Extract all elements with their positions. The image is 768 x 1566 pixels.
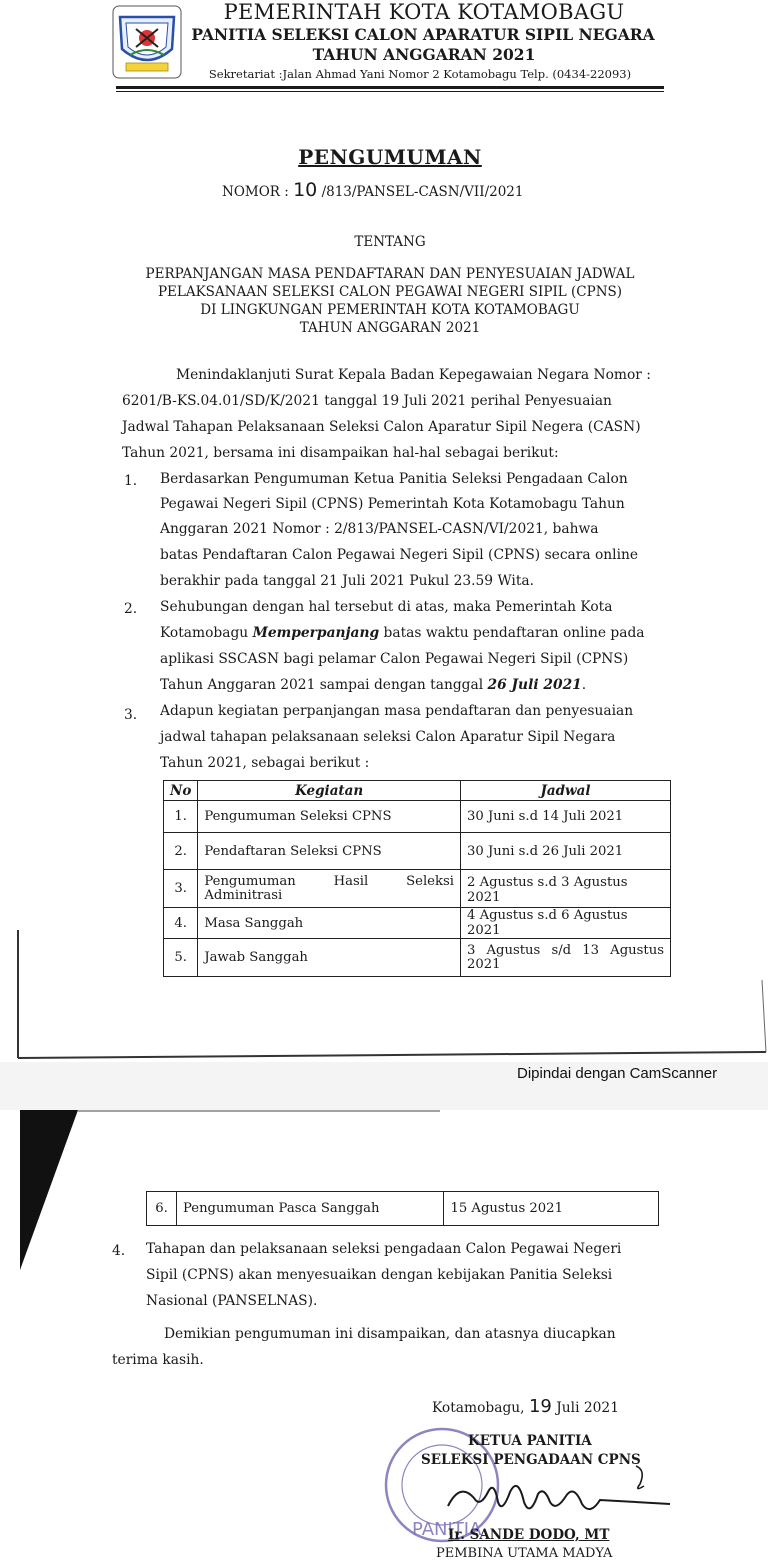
signatory-rank: PEMBINA UTAMA MADYA <box>436 1546 613 1561</box>
item-2-number: 2. <box>124 601 138 617</box>
row-no: 5. <box>164 939 198 977</box>
row-kegiatan-line: Adminitrasi <box>204 887 283 903</box>
row-kegiatan: Masa Sanggah <box>198 908 461 939</box>
item-2-text: Tahun Anggaran 2021 sampai dengan tanggal <box>160 677 488 693</box>
row-kegiatan: Pengumuman Pasca Sanggah <box>176 1192 443 1226</box>
stamp-word: PANITIA <box>412 1519 482 1540</box>
row-jadwal: 30 Juni s.d 14 Juli 2021 <box>460 801 670 833</box>
word: 3 <box>466 942 476 958</box>
item-4-line: Nasional (PANSELNAS). <box>146 1293 318 1309</box>
header-jadwal: Jadwal <box>460 781 670 801</box>
nomor-handwritten: 10 <box>293 179 318 201</box>
word: Seleksi <box>406 873 454 889</box>
row-kegiatan: Jawab Sanggah <box>198 939 461 977</box>
place-date-text: Juli 2021 <box>551 1400 619 1416</box>
item-2-text: Kotamobagu <box>160 625 253 641</box>
row-no: 6. <box>147 1192 177 1226</box>
item-1-line: Berdasarkan Pengumuman Ketua Panitia Seleksi Pengadaan Calon <box>160 471 628 487</box>
item-1-line: Anggaran 2021 Nomor : 2/813/PANSEL-CASN/VI/2021, bahwa <box>160 521 599 537</box>
word: Agustus <box>610 942 664 958</box>
letterhead-line-3: TAHUN ANGGARAN 2021 <box>312 45 536 64</box>
row-jadwal: 4 Agustus s.d 6 Agustus 2021 <box>460 908 670 939</box>
item-2-date-emphasis: 26 Juli 2021 <box>487 677 582 693</box>
item-3-line: Adapun kegiatan perpanjangan masa pendaftaran dan penyesuaian <box>160 703 634 719</box>
word: 13 <box>582 942 600 958</box>
place-date <box>432 1396 619 1417</box>
closing-line: Demikian pengumuman ini disampaikan, dan atasnya diucapkan <box>164 1326 616 1342</box>
word: Pengumuman <box>204 873 296 889</box>
row-jadwal-line: 2021 <box>466 956 501 972</box>
letterhead-line-1: PEMERINTAH KOTA KOTAMOBAGU <box>223 0 625 24</box>
row-kegiatan: Pengumuman Seleksi CPNS <box>198 801 461 833</box>
place-date-handwritten: 19 <box>528 1396 552 1417</box>
item-3-line: jadwal tahapan pelaksanaan seleksi Calon Aparatur Sipil Negara <box>160 729 616 745</box>
letterhead-address: Sekretariat :Jalan Ahmad Yani Nomor 2 Kotamobagu Telp. (0434-22093) <box>208 67 632 81</box>
header-kegiatan: Kegiatan <box>198 781 461 801</box>
row-no: 3. <box>164 870 198 908</box>
item-1-line: batas Pendaftaran Calon Pegawai Negeri Sipil (CPNS) secara online <box>160 547 639 563</box>
camscanner-label: Dipindai dengan CamScanner <box>517 1065 718 1082</box>
schedule-table-continued <box>146 1191 659 1226</box>
nomor-rest: /813/PANSEL-CASN/VII/2021 <box>321 184 524 200</box>
intro-line: Menindaklanjuti Surat Kepala Badan Kepegawaian Negara Nomor : <box>176 367 651 383</box>
item-2-line: aplikasi SSCASN bagi pelamar Calon Pegawai Negeri Sipil (CPNS) <box>160 651 629 667</box>
item-4-number: 4. <box>112 1243 126 1259</box>
tentang-heading: TENTANG <box>354 234 426 250</box>
closing-line: terima kasih. <box>112 1352 204 1368</box>
table-row <box>147 1192 659 1226</box>
row-jadwal: 15 Agustus 2021 <box>444 1192 659 1226</box>
letterhead-line-2: PANITIA SELEKSI CALON APARATUR SIPIL NEGARA <box>191 25 655 44</box>
subject-line: TAHUN ANGGARAN 2021 <box>299 320 481 336</box>
row-no: 4. <box>164 908 198 939</box>
signatory-role-1: KETUA PANITIA <box>468 1433 592 1449</box>
subject-line: DI LINGKUNGAN PEMERINTAH KOTA KOTAMOBAGU <box>200 302 580 318</box>
word: Agustus <box>486 942 541 958</box>
subject-line: PELAKSANAAN SELEKSI CALON PEGAWAI NEGERI SIPIL (CPNS) <box>157 284 623 300</box>
item-2-text: . <box>581 677 587 693</box>
item-4-line: Sipil (CPNS) akan menyesuaikan dengan kebijakan Panitia Seleksi <box>146 1267 613 1283</box>
signatory-name: Ir. SANDE DODO, MT <box>448 1527 610 1543</box>
item-2-emphasis: Memperpanjang <box>252 625 380 641</box>
item-3-line: Tahun 2021, sebagai berikut : <box>160 755 370 771</box>
row-kegiatan: Pendaftaran Seleksi CPNS <box>198 833 461 870</box>
item-3-number: 3. <box>124 707 138 723</box>
row-no: 1. <box>164 801 198 833</box>
item-4-line: Tahapan dan pelaksanaan seleksi pengadaan Calon Pegawai Negeri <box>146 1241 622 1257</box>
document-page-2 <box>0 1110 768 1566</box>
nomor-prefix: NOMOR : <box>222 184 289 200</box>
word: s/d <box>551 942 572 958</box>
intro-line: Jadwal Tahapan Pelaksanaan Seleksi Calon Aparatur Sipil Negera (CASN) <box>122 419 641 435</box>
signature-icon <box>440 1462 690 1532</box>
item-2-text: batas waktu pendaftaran online pada <box>379 625 645 641</box>
row-jadwal: 30 Juni s.d 26 Juli 2021 <box>460 833 670 870</box>
subject-line: PERPANJANGAN MASA PENDAFTARAN DAN PENYESUAIAN JADWAL <box>145 266 635 282</box>
word: Hasil <box>333 873 369 889</box>
header-no: No <box>164 781 198 801</box>
item-2-line: Sehubungan dengan hal tersebut di atas, maka Pemerintah Kota <box>160 599 613 615</box>
intro-line: 6201/B-KS.04.01/SD/K/2021 tanggal 19 Juli 2021 perihal Penyesuaian <box>122 393 612 409</box>
place-date-text: Kotamobagu, <box>432 1400 529 1416</box>
row-jadwal: 2 Agustus s.d 3 Agustus 2021 <box>460 870 670 908</box>
document-title: PENGUMUMAN <box>298 145 482 169</box>
item-1-line: Pegawai Negeri Sipil (CPNS) Pemerintah Kota Kotamobagu Tahun <box>160 496 625 512</box>
intro-line: Tahun 2021, bersama ini disampaikan hal-hal sebagai berikut: <box>122 445 559 461</box>
item-1-line: berakhir pada tanggal 21 Juli 2021 Pukul 23.59 Wita. <box>160 573 534 589</box>
signatory-role-2: SELEKSI PENGADAAN CPNS <box>421 1452 641 1468</box>
row-no: 2. <box>164 833 198 870</box>
item-1-number: 1. <box>124 473 138 489</box>
